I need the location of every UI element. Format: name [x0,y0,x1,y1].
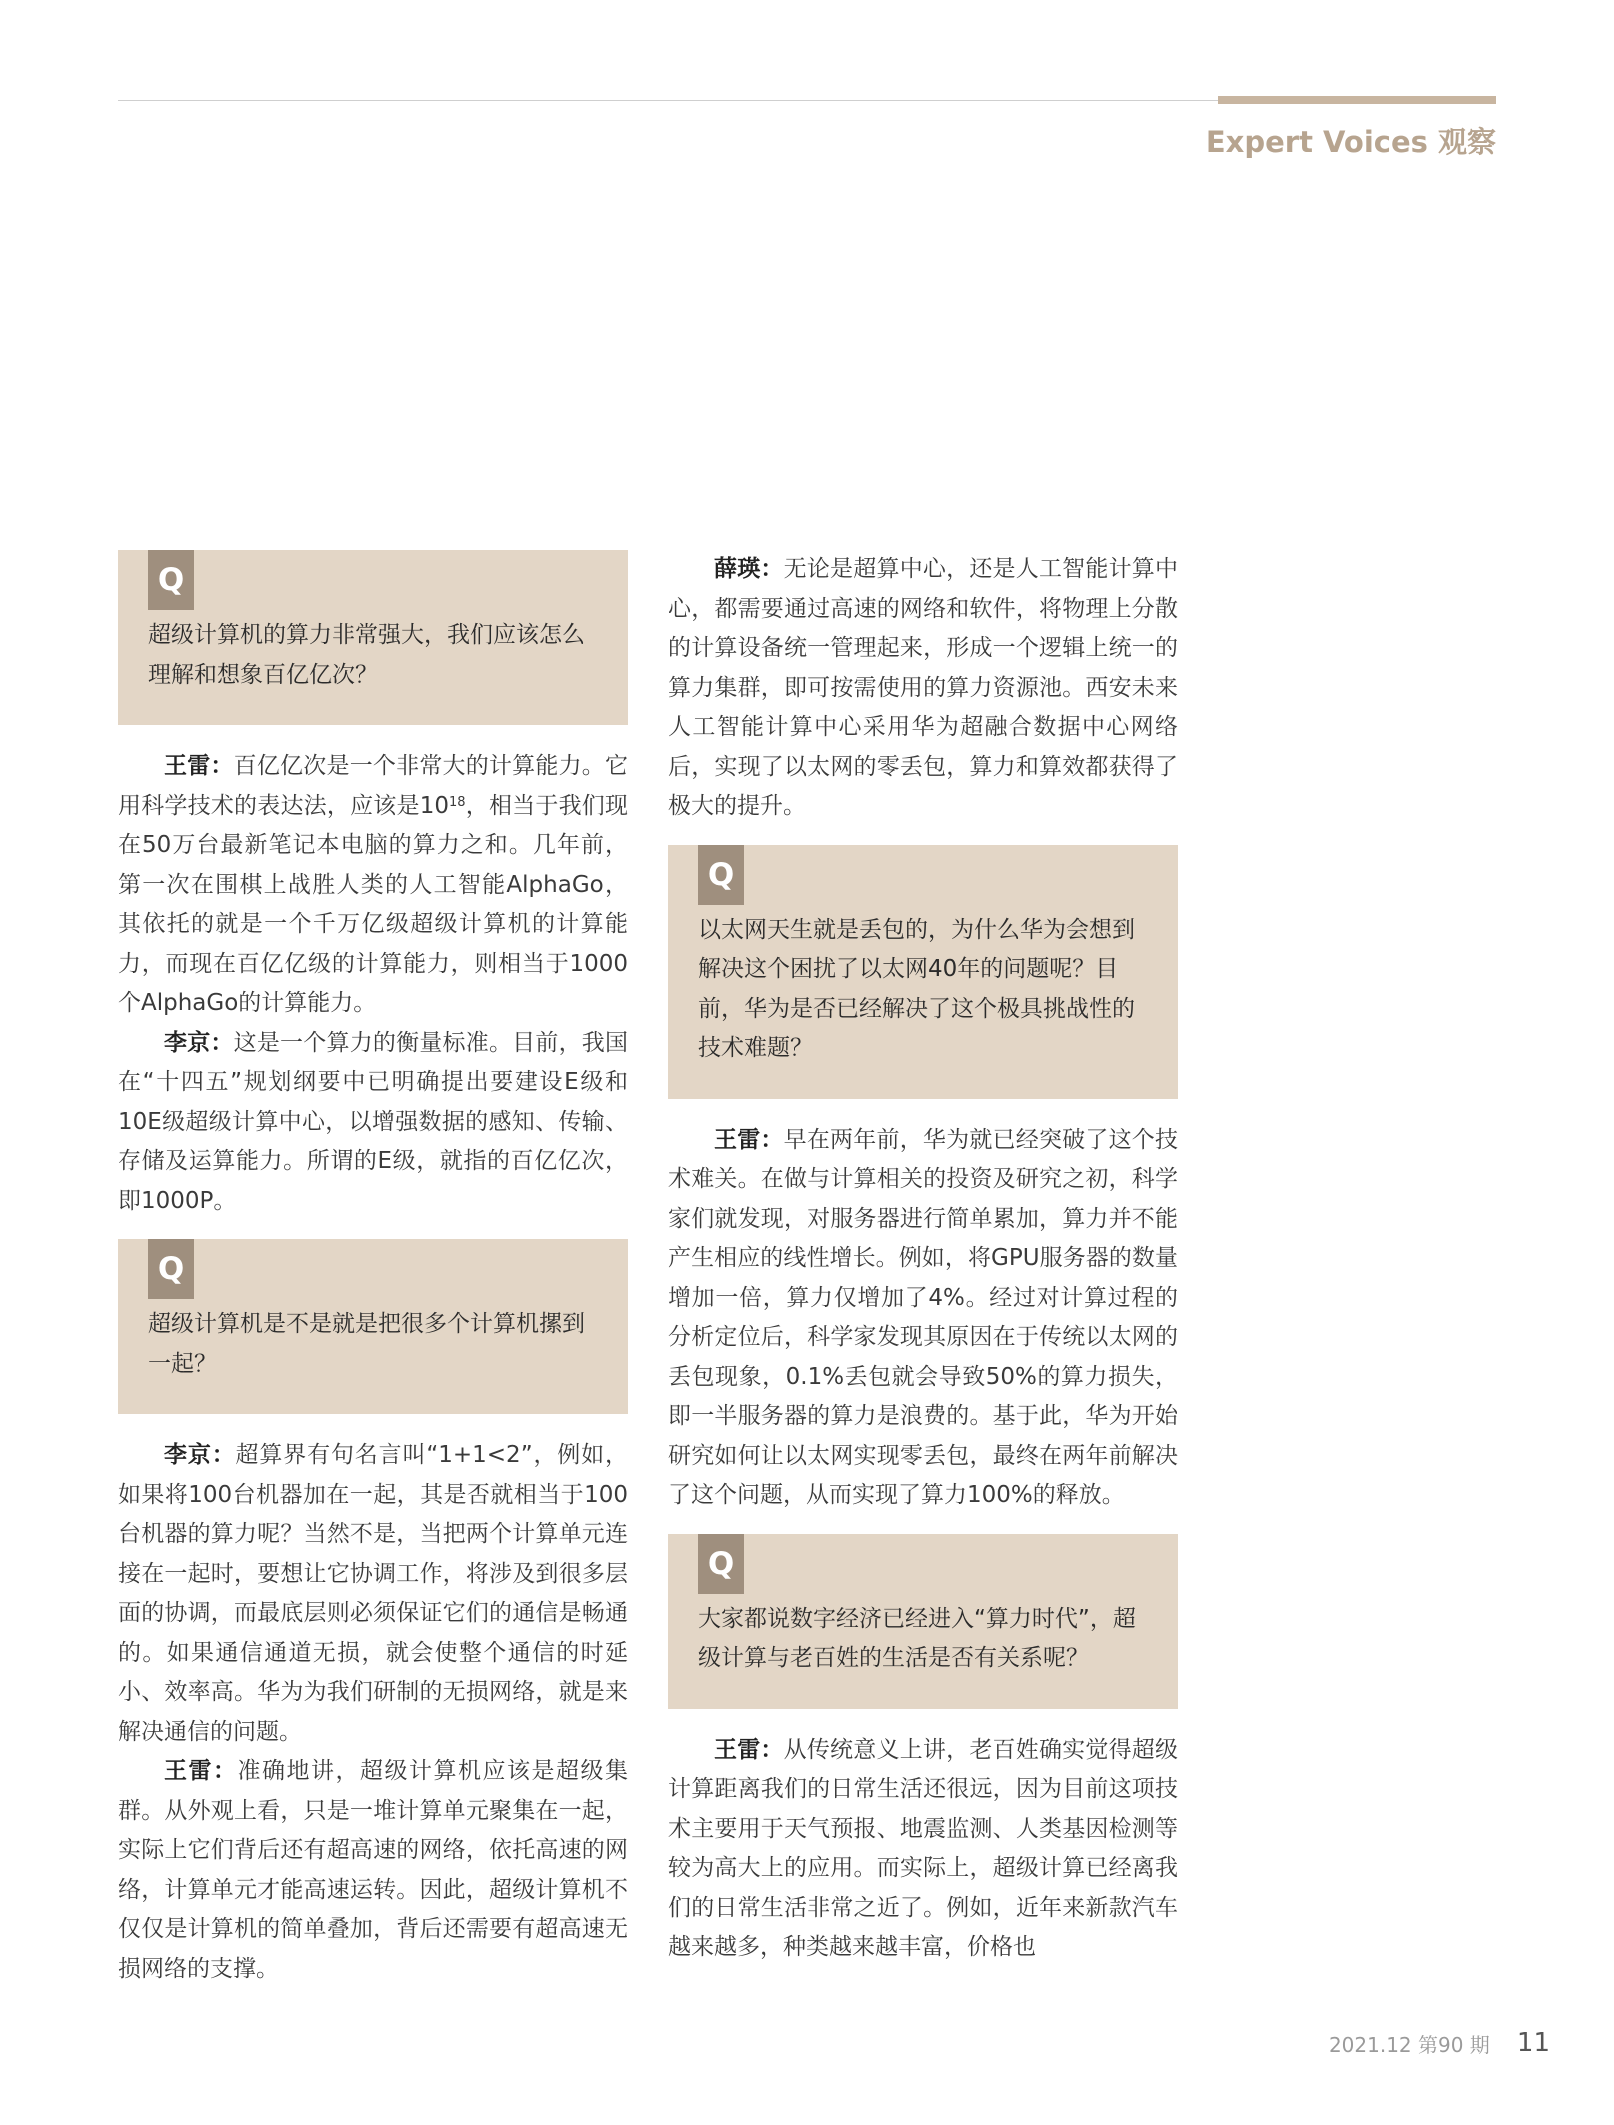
answer-paragraph [668,1121,1178,1516]
question-text: 大家都说数字经济已经进入“算力时代”，超级计算与老百姓的生活是否有关系呢？ [698,1605,1136,1671]
answer-paragraph [668,1731,1178,1968]
question-badge: Q [698,845,744,905]
left-column [118,550,628,1989]
answer-text: ，相当于我们现在50万台最新笔记本电脑的算力之和。几年前，第一次在围棋上战胜人类的人工智能AlphaGo，其依托的就是一个千万亿级超级计算机的计算能力，而现在百亿亿级的计算能力，则相当于1000个AlphaGo的计算能力。 [118,792,628,1016]
question-box [118,1239,628,1414]
answer-text: 超算界有句名言叫“1+1<2”，例如，如果将100台机器加在一起，其是否就相当于100台机器的算力呢？当然不是，当把两个计算单元连接在一起时，要想让它协调工作，将涉及到很多层面的协调，而最底层则必须保证它们的通信是畅通的。如果通信通道无损，就会使整个通信的时延小、效率高。华为为我们研制的无损网络，就是来解决通信的问题。 [118,1442,628,1745]
question-text: 超级计算机的算力非常强大，我们应该怎么理解和想象百亿亿次？ [148,622,585,688]
page-number: 11 [1516,2028,1550,2058]
section-title: Expert Voices 观察 [1205,125,1496,159]
question-box [118,550,628,725]
question-box [668,845,1178,1099]
answer-text: 这是一个算力的衡量标准。目前，我国在“十四五”规划纲要中已明确提出要建设E级和10E级超级计算中心，以增强数据的感知、传输、存储及运算能力。所谓的E级，就指的百亿亿次，即1000P。 [118,1029,629,1214]
answer-paragraph [668,550,1178,827]
speaker-name: 薛瑛： [714,556,784,582]
answer-text: 无论是超算中心，还是人工智能计算中心，都需要通过高速的网络和软件，将物理上分散的计算设备统一管理起来，形成一个逻辑上统一的算力集群，即可按需使用的算力资源池。西安未来人工智能计算中心采用华为超融合数据中心网络后，实现了以太网的零丢包，算力和算效都获得了极大的提升。 [668,556,1179,819]
question-badge: Q [148,550,194,610]
question-text: 以太网天生就是丢包的，为什么华为会想到解决这个困扰了以太网40年的问题呢？目前，华为是否已经解决了这个极具挑战性的技术难题？ [698,916,1135,1061]
answer-text: 百亿亿次是一个非常大的计算能力。它用科学技术的表达法，应该是10 [118,753,629,819]
question-badge: Q [148,1239,194,1299]
question-badge: Q [698,1534,744,1594]
question-text: 超级计算机是不是就是把很多个计算机摞到一起？ [148,1311,585,1377]
answer-paragraph [118,1436,628,1752]
speaker-name: 王雷： [714,1736,784,1763]
speaker-name: 王雷： [714,1126,784,1153]
page-footer [1329,2028,1550,2058]
header-accent-bar [1218,96,1496,104]
answer-text: 从传统意义上讲，老百姓确实觉得超级计算距离我们的日常生活还很远，因为目前这项技术主要用于天气预报、地震监测、人类基因检测等较为高大上的应用。而实际上，超级计算已经离我们的日常生活非常之近了。例如，近年来新款汽车越来越多，种类越来越丰富，价格也 [668,1736,1179,1960]
speaker-name: 王雷： [164,1758,238,1784]
speaker-name: 王雷： [164,753,234,779]
question-box [668,1534,1178,1709]
right-column [668,550,1178,1968]
speaker-name: 李京： [164,1442,236,1468]
answer-paragraph [118,1752,628,1989]
answer-paragraph [118,1024,628,1222]
answer-text: 早在两年前，华为就已经突破了这个技术难关。在做与计算相关的投资及研究之初，科学家们就发现，对服务器进行简单累加，算力并不能产生相应的线性增长。例如，将GPU服务器的数量增加一倍，算力仅增加了4%。经过对计算过程的分析定位后，科学家发现其原因在于传统以太网的丢包现象，0.1%丢包就会导致50%的算力损失，即一半服务器的算力是浪费的。基于此，华为开始研究如何让以太网实现零丢包，最终在两年前解决了这个问题，从而实现了算力100%的释放。 [668,1126,1179,1508]
exponent: 18 [448,794,466,810]
issue-label: 2021.12 第90 期 [1328,2032,1490,2057]
speaker-name: 李京： [164,1029,234,1056]
answer-paragraph [118,747,628,1024]
answer-text: 准确地讲，超级计算机应该是超级集群。从外观上看，只是一堆计算单元聚集在一起，实际上它们背后还有超高速的网络，依托高速的网络，计算单元才能高速运转。因此，超级计算机不仅仅是计算机的简单叠加，背后还需要有超高速无损网络的支撑。 [118,1758,628,1982]
